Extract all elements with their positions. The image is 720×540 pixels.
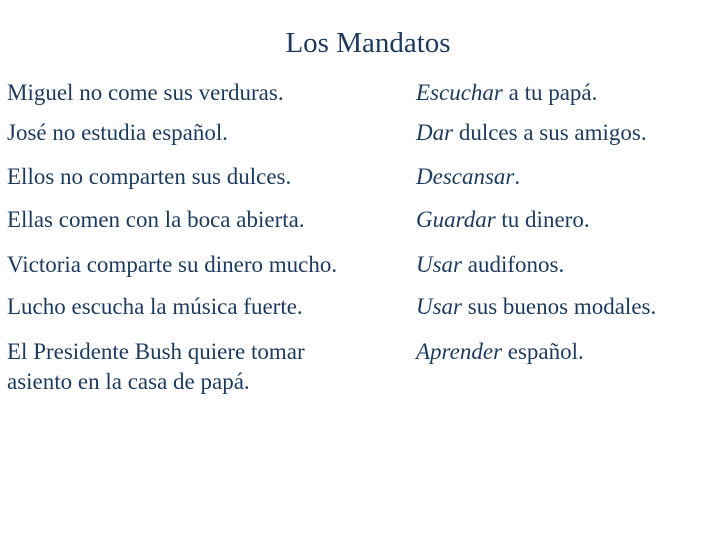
- command: [416, 292, 716, 322]
- command: [416, 337, 716, 367]
- sentence: El Presidente Bush quiere tomar asiento en la casa de papá.: [7, 339, 305, 394]
- sentence: Ellos no comparten sus dulces.: [7, 164, 292, 189]
- sentence: Ellas comen con la boca abierta.: [7, 207, 305, 232]
- command-verb: Escuchar: [416, 80, 503, 105]
- command-verb: Aprender: [416, 339, 503, 364]
- command: [416, 250, 716, 280]
- command: [416, 205, 716, 235]
- sentence: Miguel no come sus verduras.: [7, 80, 284, 105]
- command-verb: Dar: [416, 120, 454, 145]
- command-rest: a tu papá.: [502, 80, 598, 105]
- command-rest: .: [514, 164, 521, 189]
- page-title: Los Mandatos: [285, 27, 451, 59]
- command-rest: dulces a sus amigos.: [453, 120, 647, 145]
- command: [416, 162, 716, 192]
- command-rest: audifonos.: [462, 252, 565, 277]
- sentence: Lucho escucha la música fuerte.: [7, 294, 303, 319]
- command: [416, 118, 716, 148]
- command-rest: sus buenos modales.: [462, 294, 657, 319]
- command-rest: español.: [502, 339, 584, 364]
- command-verb: Guardar: [416, 207, 496, 232]
- command: [416, 78, 716, 108]
- sentence: José no estudia español.: [7, 120, 229, 145]
- command-verb: Usar: [416, 252, 463, 277]
- command-rest: tu dinero.: [495, 207, 590, 232]
- command-verb: Descansar: [416, 164, 515, 189]
- sentence: Victoria comparte su dinero mucho.: [7, 252, 338, 277]
- command-verb: Usar: [416, 294, 463, 319]
